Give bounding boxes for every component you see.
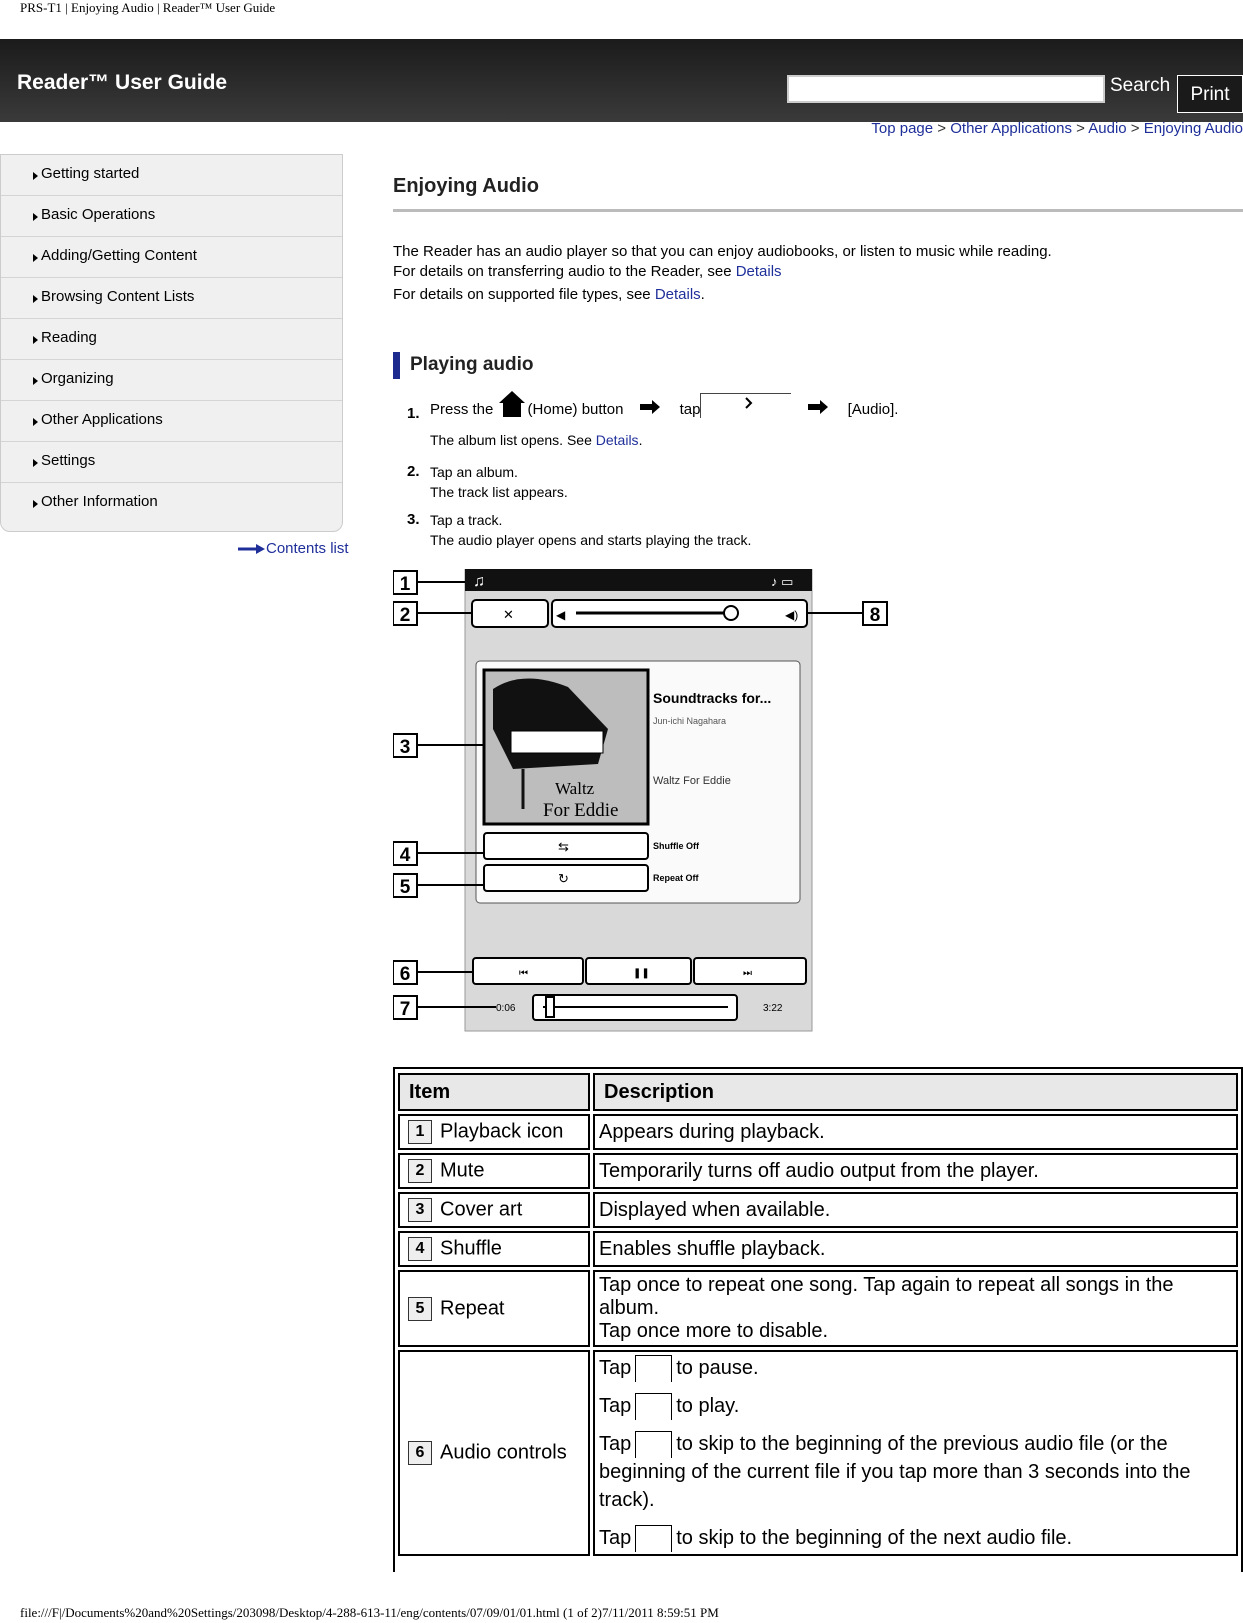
description-cell: Enables shuffle playback. xyxy=(593,1231,1238,1267)
sidebar-nav xyxy=(0,154,343,532)
header-description: Description xyxy=(593,1073,1238,1111)
search-input[interactable] xyxy=(787,75,1105,103)
print-header: PRS-T1 | Enjoying Audio | Reader™ User Guide xyxy=(20,0,276,15)
callout-label: 1 xyxy=(399,574,411,595)
shuffle-status: Shuffle Off xyxy=(653,841,699,851)
description-cell: Tap once to repeat one song. Tap again to repeat all songs in the album. Tap once more to disable. xyxy=(593,1270,1238,1347)
item-cell: 6 Audio controls xyxy=(398,1350,590,1556)
table-row xyxy=(398,1192,1238,1228)
triangle-right-icon xyxy=(33,172,38,180)
breadcrumb: Top page > Other Applications > Audio > Enjoying Audio xyxy=(871,120,1243,137)
arrow-right-icon xyxy=(238,543,266,555)
item-cell: 4 Shuffle xyxy=(398,1231,590,1267)
sidebar-item-other-information[interactable]: Other Information xyxy=(1,483,342,524)
progress-thumb xyxy=(546,997,554,1017)
callout-label: 8 xyxy=(869,605,881,626)
triangle-right-icon xyxy=(33,295,38,303)
table-row xyxy=(398,1153,1238,1189)
step-3: Tap a track. xyxy=(430,512,503,528)
page-title: Enjoying Audio xyxy=(393,175,539,197)
callout-label: 2 xyxy=(399,605,411,626)
next-icon xyxy=(635,1525,672,1552)
home-icon xyxy=(498,390,526,418)
callout-label: 4 xyxy=(399,845,411,866)
repeat-status: Repeat Off xyxy=(653,873,699,883)
intro-filetypes: For details on supported file types, see Details. xyxy=(393,286,705,303)
callout-label: 7 xyxy=(399,999,411,1020)
triangle-right-icon xyxy=(33,500,38,508)
callout-label: 5 xyxy=(399,877,411,898)
sidebar-item-organizing[interactable]: Organizing xyxy=(1,360,342,401)
step-2: Tap an album. xyxy=(430,464,518,480)
print-button[interactable]: Print xyxy=(1177,75,1243,113)
sidebar-item-getting-started[interactable]: Getting started xyxy=(1,155,342,196)
item-cell: 2 Mute xyxy=(398,1153,590,1189)
mute-icon: ✕ xyxy=(503,607,514,622)
sidebar-item-adding-content[interactable]: Adding/Getting Content xyxy=(1,237,342,278)
breadcrumb-enjoying-audio[interactable]: Enjoying Audio xyxy=(1143,120,1243,137)
sidebar-item-browsing-content[interactable]: Browsing Content Lists xyxy=(1,278,342,319)
details-link-album-list[interactable]: Details xyxy=(595,432,639,448)
description-cell: Temporarily turns off audio output from the player. xyxy=(593,1153,1238,1189)
step-1: Press the (Home) button tap [Audio]. xyxy=(430,390,898,418)
guide-title: Reader™ User Guide xyxy=(17,71,228,94)
track-name: Waltz For Eddie xyxy=(653,775,731,787)
cover-subtitle: For Eddie xyxy=(543,800,619,821)
description-cell: Tap to pause. Tap to play. Tap to skip to the beginning of the previous audio file (or the beginning of the current file if you tap more than 3 seconds into the track). Tap to skip to the beginning of the next audio file. xyxy=(593,1350,1238,1556)
description-cell: Appears during playback. xyxy=(593,1114,1238,1150)
details-link-transfer[interactable]: Details xyxy=(735,263,782,280)
breadcrumb-other-applications[interactable]: Other Applications xyxy=(950,120,1072,137)
volume-slider-thumb xyxy=(724,606,738,620)
time-total: 3:22 xyxy=(763,1003,783,1014)
banner xyxy=(0,39,1243,122)
triangle-right-icon xyxy=(33,377,38,385)
triangle-right-icon xyxy=(33,336,38,344)
table-row xyxy=(398,1114,1238,1150)
triangle-right-icon xyxy=(33,459,38,467)
previous-icon xyxy=(635,1431,672,1458)
previous-button xyxy=(473,958,583,984)
next-icon: ⏭ xyxy=(743,968,752,979)
time-elapsed: 0:06 xyxy=(496,1003,516,1014)
details-link-filetypes[interactable]: Details xyxy=(654,286,701,303)
search-button[interactable]: Search xyxy=(1110,75,1171,96)
breadcrumb-top-page[interactable]: Top page xyxy=(871,120,934,137)
chevron-right-icon xyxy=(743,396,755,410)
table-row xyxy=(398,1231,1238,1267)
item-cell: 3 Cover art xyxy=(398,1192,590,1228)
audio-player-figure xyxy=(393,569,893,1034)
section-marker xyxy=(393,352,400,379)
callout-label: 3 xyxy=(399,737,411,758)
description-cell: Displayed when available. xyxy=(593,1192,1238,1228)
play-icon xyxy=(635,1393,672,1420)
item-cell: 5 Repeat xyxy=(398,1270,590,1347)
status-bar xyxy=(465,569,812,591)
step-number: 2. xyxy=(407,463,420,480)
callout-label: 6 xyxy=(399,964,411,985)
arrow-right-icon xyxy=(634,400,674,414)
volume-down-icon: ◀ xyxy=(556,608,566,622)
triangle-right-icon xyxy=(33,213,38,221)
step-3-result: The audio player opens and starts playing the track. xyxy=(430,532,752,548)
artist-name: Jun-ichi Nagahara xyxy=(653,716,727,726)
triangle-right-icon xyxy=(33,254,38,262)
step-number: 1. xyxy=(407,405,420,422)
table-row xyxy=(398,1350,1238,1556)
intro-transfer: For details on transferring audio to the Reader, see Details xyxy=(393,263,782,280)
piano-keys xyxy=(511,731,603,753)
breadcrumb-audio[interactable]: Audio xyxy=(1088,120,1127,137)
table-row xyxy=(398,1270,1238,1347)
battery-icon: ♪ ▭ xyxy=(771,574,794,589)
volume-up-icon: ◀) xyxy=(785,608,799,622)
section-title: Playing audio xyxy=(410,354,534,375)
step-2-result: The track list appears. xyxy=(430,484,568,500)
pause-icon: ❚❚ xyxy=(633,968,650,979)
triangle-right-icon xyxy=(33,418,38,426)
print-footer: file:///F|/Documents%20and%20Settings/203098/Desktop/4-288-613-11/eng/contents/07/09/01/01.html (1 of 2)7/11/2011 8:59:51 PM xyxy=(20,1605,719,1620)
title-divider xyxy=(393,209,1243,212)
sidebar-item-other-applications[interactable]: Other Applications xyxy=(1,401,342,442)
step-1-result: The album list opens. See Details. xyxy=(430,432,643,448)
playback-icon: ♫ xyxy=(473,573,485,590)
header-item: Item xyxy=(398,1073,590,1111)
item-cell: 1 Playback icon xyxy=(398,1114,590,1150)
item-description-table xyxy=(393,1067,1243,1572)
sidebar-item-settings[interactable]: Settings xyxy=(1,442,342,483)
arrow-right-icon xyxy=(802,400,842,414)
step-number: 3. xyxy=(407,511,420,528)
cover-title: Waltz xyxy=(555,779,595,798)
repeat-icon: ↻ xyxy=(558,871,569,886)
shuffle-icon: ⇆ xyxy=(558,839,569,854)
pause-icon xyxy=(635,1355,672,1382)
intro-text: The Reader has an audio player so that you can enjoy audiobooks, or listen to music while reading. xyxy=(393,243,1052,260)
contents-list-link[interactable]: Contents list xyxy=(238,540,349,557)
sidebar-item-reading[interactable]: Reading xyxy=(1,319,342,360)
album-title: Soundtracks for... xyxy=(653,690,772,706)
previous-icon: ⏮ xyxy=(519,968,528,979)
sidebar-item-basic-operations[interactable]: Basic Operations xyxy=(1,196,342,237)
applications-button-image xyxy=(700,393,791,418)
